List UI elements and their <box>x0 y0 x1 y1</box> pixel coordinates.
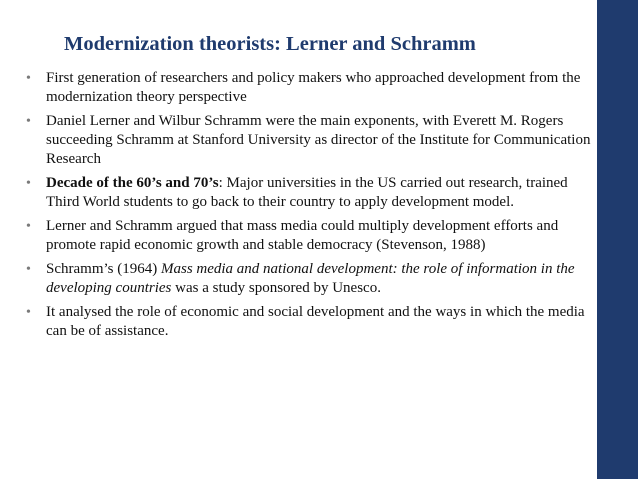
bullet-icon: • <box>26 262 31 277</box>
right-accent-stripe <box>597 0 638 479</box>
bullet-icon: • <box>26 219 31 234</box>
bullet-item <box>20 112 596 169</box>
bullet-list <box>20 69 596 346</box>
bullet-item <box>20 217 596 255</box>
bullet-text: : Major universities in the US carried out research, trained Third World students to go back to their country to apply development model. <box>46 175 568 210</box>
bullet-item <box>20 260 596 298</box>
bullet-item <box>20 303 596 341</box>
bullet-italic-title: Mass media and national development: the role of information in the developing countries <box>46 261 575 296</box>
slide-title: Modernization theorists: Lerner and Schramm <box>64 33 476 55</box>
bullet-icon: • <box>26 71 31 86</box>
bullet-text: Schramm’s (1964) <box>46 261 161 277</box>
bullet-item <box>20 69 596 107</box>
bullet-text-end: was a study sponsored by Unesco. <box>171 280 381 296</box>
bullet-text: Lerner and Schramm argued that mass media could multiply development efforts and promote rapid economic growth and stable democracy (Stevenson, 1988) <box>46 218 559 253</box>
bullet-bold-text: Decade of the 60’s and 70’s <box>46 175 219 191</box>
bullet-text: First generation of researchers and policy makers who approached development from the modernization theory perspective <box>46 70 581 105</box>
bullet-item <box>20 174 596 212</box>
bullet-icon: • <box>26 305 31 320</box>
bullet-icon: • <box>26 176 31 191</box>
bullet-text: Daniel Lerner and Wilbur Schramm were the main exponents, with Everett M. Rogers succeeding Schramm at Stanford University as director of the Institute for Communication Research <box>46 113 591 167</box>
bullet-icon: • <box>26 114 31 129</box>
bullet-text: It analysed the role of economic and social development and the ways in which the media can be of assistance. <box>46 304 585 339</box>
